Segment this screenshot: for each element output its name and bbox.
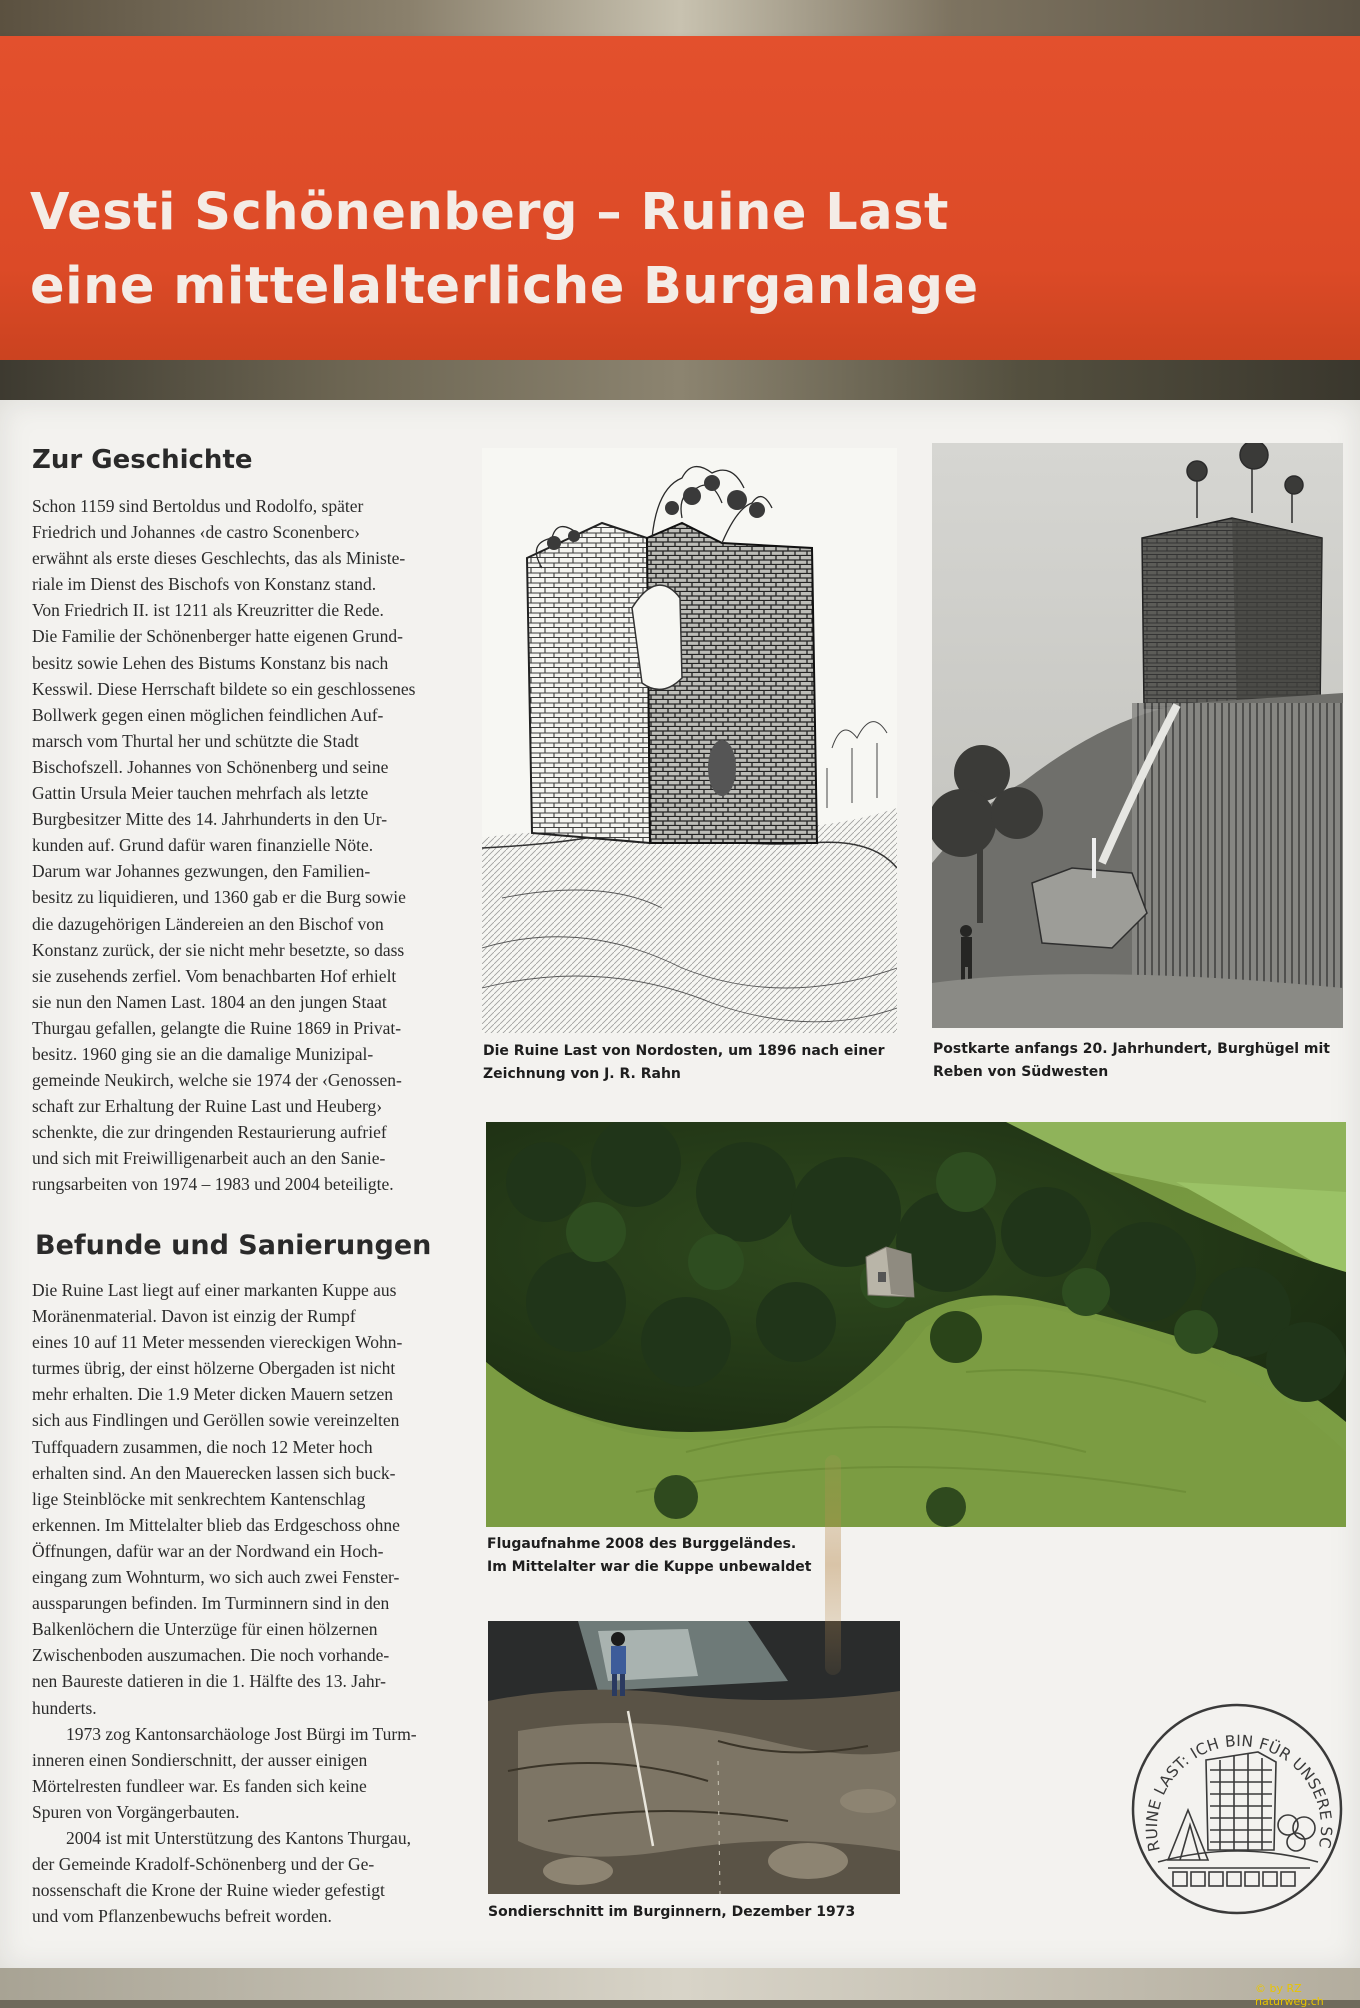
aerial-caption-line1: Flugaufnahme 2008 des Burggeländes. — [487, 1536, 797, 1552]
findings-text-line: hunderts. — [32, 1697, 97, 1718]
findings-text — [32, 1277, 457, 1929]
history-text-line: Bischofszell. Johannes von Schönenberg und seine — [32, 756, 389, 777]
history-text-line: erwähnt als erste dieses Geschlechts, das als Ministe- — [32, 548, 406, 569]
weathering-stain — [825, 1455, 841, 1675]
findings-text-line: Balkenlöchern die Unterzüge für einen hölzernen — [32, 1619, 378, 1640]
background-trees — [0, 0, 1360, 40]
copyright-watermark: © by RZ naturweg.ch — [1255, 1982, 1324, 2008]
history-text-line: und sich mit Freiwilligenarbeit auch an den Sanie- — [32, 1148, 386, 1169]
history-heading: Zur Geschichte — [32, 445, 253, 475]
title-banner — [0, 36, 1360, 368]
history-text-line: marsch vom Thurtal her und schützte die Stadt — [32, 730, 359, 751]
history-text-line: Konstanz zurück, der sie nicht mehr besetzte, so dass — [32, 939, 405, 960]
banner-title-line1: Vesti Schönenberg – Ruine Last — [30, 183, 949, 242]
bottom-frame — [0, 1968, 1360, 2000]
history-text-line: Gattin Ursula Meier tauchen mehrfach als letzte — [32, 783, 369, 804]
history-text-line: kunden auf. Grund dafür waren finanzielle Nöte. — [32, 835, 374, 856]
findings-heading: Befunde und Sanierungen — [35, 1230, 432, 1261]
history-text-line: sie zusehends zerfiel. Vom benachbarten Hof erhielt — [32, 965, 397, 986]
history-text-line: Bollwerk gegen einen möglichen feindlichen Auf- — [32, 704, 384, 725]
findings-text-line: Öffnungen, dafür war an der Nordwand ein Hoch- — [32, 1540, 384, 1561]
history-text-line: schenkte, die zur dringenden Restaurierung aufrief — [32, 1122, 387, 1143]
findings-text-line: nen Baureste datieren in die 1. Hälfte des 13. Jahr- — [32, 1671, 386, 1692]
history-text-line: Burgbesitzer Mitte des 14. Jahrhunderts in den Ur- — [32, 809, 388, 830]
findings-text-line: 1973 zog Kantonsarchäologe Jost Bürgi im Turm- — [66, 1723, 417, 1744]
history-text-line: Thurgau gefallen, gelangte die Ruine 1869 in Privat- — [32, 1017, 402, 1038]
findings-text-line: aussparungen befinden. Im Turminnern sind in den — [32, 1593, 390, 1614]
history-text-line: rungsarbeiten von 1974 – 1983 und 2004 beteiligte. — [32, 1174, 394, 1195]
history-text-line: Friedrich und Johannes ‹de castro Sconenberc› — [32, 522, 361, 543]
findings-text-line: eines 10 auf 11 Meter messenden viereckigen Wohn- — [32, 1332, 403, 1353]
postcard-caption-line1: Postkarte anfangs 20. Jahrhundert, Burghügel mit — [933, 1041, 1330, 1057]
history-text-line: die dazugehörigen Ländereien an den Bischof von — [32, 913, 384, 934]
drawing-caption — [483, 1040, 885, 1086]
findings-text-line: Tuffquadern zusammen, die noch 12 Meter hoch — [32, 1436, 373, 1457]
findings-text-line: Zwischenboden auszumachen. Die noch vorhande- — [32, 1645, 390, 1666]
history-text-line: schaft zur Erhaltung der Ruine Last und Heuberg› — [32, 1096, 383, 1117]
drawing-caption-line1: Die Ruine Last von Nordosten, um 1896 nach einer — [483, 1043, 885, 1059]
findings-text-line: mehr erhalten. Die 1.9 Meter dicken Mauern setzen — [32, 1384, 394, 1405]
findings-text-line: erkennen. Im Mittelalter blieb das Erdgeschoss ohne — [32, 1514, 400, 1535]
logo-ring-text: RUINE LAST: ICH BIN FÜR UNSERE SC — [1142, 1731, 1336, 1854]
history-text-line: gemeinde Neukirch, welche sie 1974 der ‹Genossen- — [32, 1070, 402, 1091]
background-ground — [0, 360, 1360, 405]
banner-title — [30, 176, 979, 324]
findings-text-line: und vom Pflanzenbewuchs befreit worden. — [32, 1906, 332, 1927]
banner-title-line2: eine mittelalterliche Burganlage — [30, 257, 979, 316]
findings-text-line: sich aus Findlingen und Geröllen sowie vereinzelten — [32, 1410, 400, 1431]
history-text-line: riale im Dienst des Bischofs von Konstanz stand. — [32, 574, 377, 595]
history-text-line: Von Friedrich II. ist 1211 als Kreuzritter die Rede. — [32, 600, 384, 621]
history-text-line: besitz sowie Lehen des Bistums Konstanz bis nach — [32, 652, 389, 673]
findings-text-line: inneren einen Sondierschnitt, der ausser einigen — [32, 1749, 368, 1770]
history-text-line: besitz zu liquidieren, und 1360 gab er die Burg sowie — [32, 887, 406, 908]
excavation-caption-line1: Sondierschnitt im Burginnern, Dezember 1973 — [488, 1904, 856, 1920]
history-text-line: besitz. 1960 ging sie an die damalige Munizipal- — [32, 1043, 374, 1064]
ruin-drawing-image — [482, 448, 897, 1033]
findings-text-line: nossenschaft die Krone der Ruine wieder gefestigt — [32, 1880, 385, 1901]
aerial-photo — [486, 1122, 1346, 1527]
findings-text-line: Die Ruine Last liegt auf einer markanten Kuppe aus — [32, 1280, 397, 1300]
aerial-caption — [487, 1533, 811, 1579]
drawing-caption-line2: Zeichnung von J. R. Rahn — [483, 1066, 681, 1082]
findings-text-line: 2004 ist mit Unterstützung des Kantons Thurgau, — [66, 1827, 411, 1848]
findings-text-line: eingang zum Wohnturm, wo sich auch zwei Fenster- — [32, 1567, 400, 1588]
history-text — [32, 493, 457, 1198]
findings-text-line: Spuren von Vorgängerbauten. — [32, 1801, 240, 1822]
postcard-caption — [933, 1038, 1330, 1084]
history-text-line: Die Familie der Schönenberger hatte eigenen Grund- — [32, 626, 403, 647]
findings-text-line: Mörtelresten fundleer war. Es fanden sich keine — [32, 1775, 367, 1796]
history-text-line: Kesswil. Diese Herrschaft bildete so ein geschlossenes — [32, 678, 416, 699]
cooperative-logo — [1128, 1700, 1346, 1918]
findings-text-line: der Gemeinde Kradolf-Schönenberg und der Ge- — [32, 1854, 375, 1875]
findings-text-line: Moränenmaterial. Davon ist einzig der Rumpf — [32, 1306, 356, 1327]
postcard-caption-line2: Reben von Südwesten — [933, 1064, 1109, 1080]
excavation-caption — [488, 1901, 855, 1924]
postcard-image — [932, 443, 1343, 1028]
findings-text-line: lige Steinblöcke mit senkrechtem Kantenschlag — [32, 1488, 366, 1509]
aerial-caption-line2: Im Mittelalter war die Kuppe unbewaldet — [487, 1559, 812, 1575]
history-text-line: Schon 1159 sind Bertoldus und Rodolfo, später — [32, 496, 364, 516]
findings-text-line: erhalten sind. An den Mauerecken lassen sich buck- — [32, 1462, 396, 1483]
history-text-line: sie nun den Namen Last. 1804 an den jungen Staat — [32, 991, 387, 1012]
findings-text-line: turmes übrig, der einst hölzerne Obergaden ist nicht — [32, 1358, 396, 1379]
history-text-line: Darum war Johannes gezwungen, den Familien- — [32, 861, 371, 882]
